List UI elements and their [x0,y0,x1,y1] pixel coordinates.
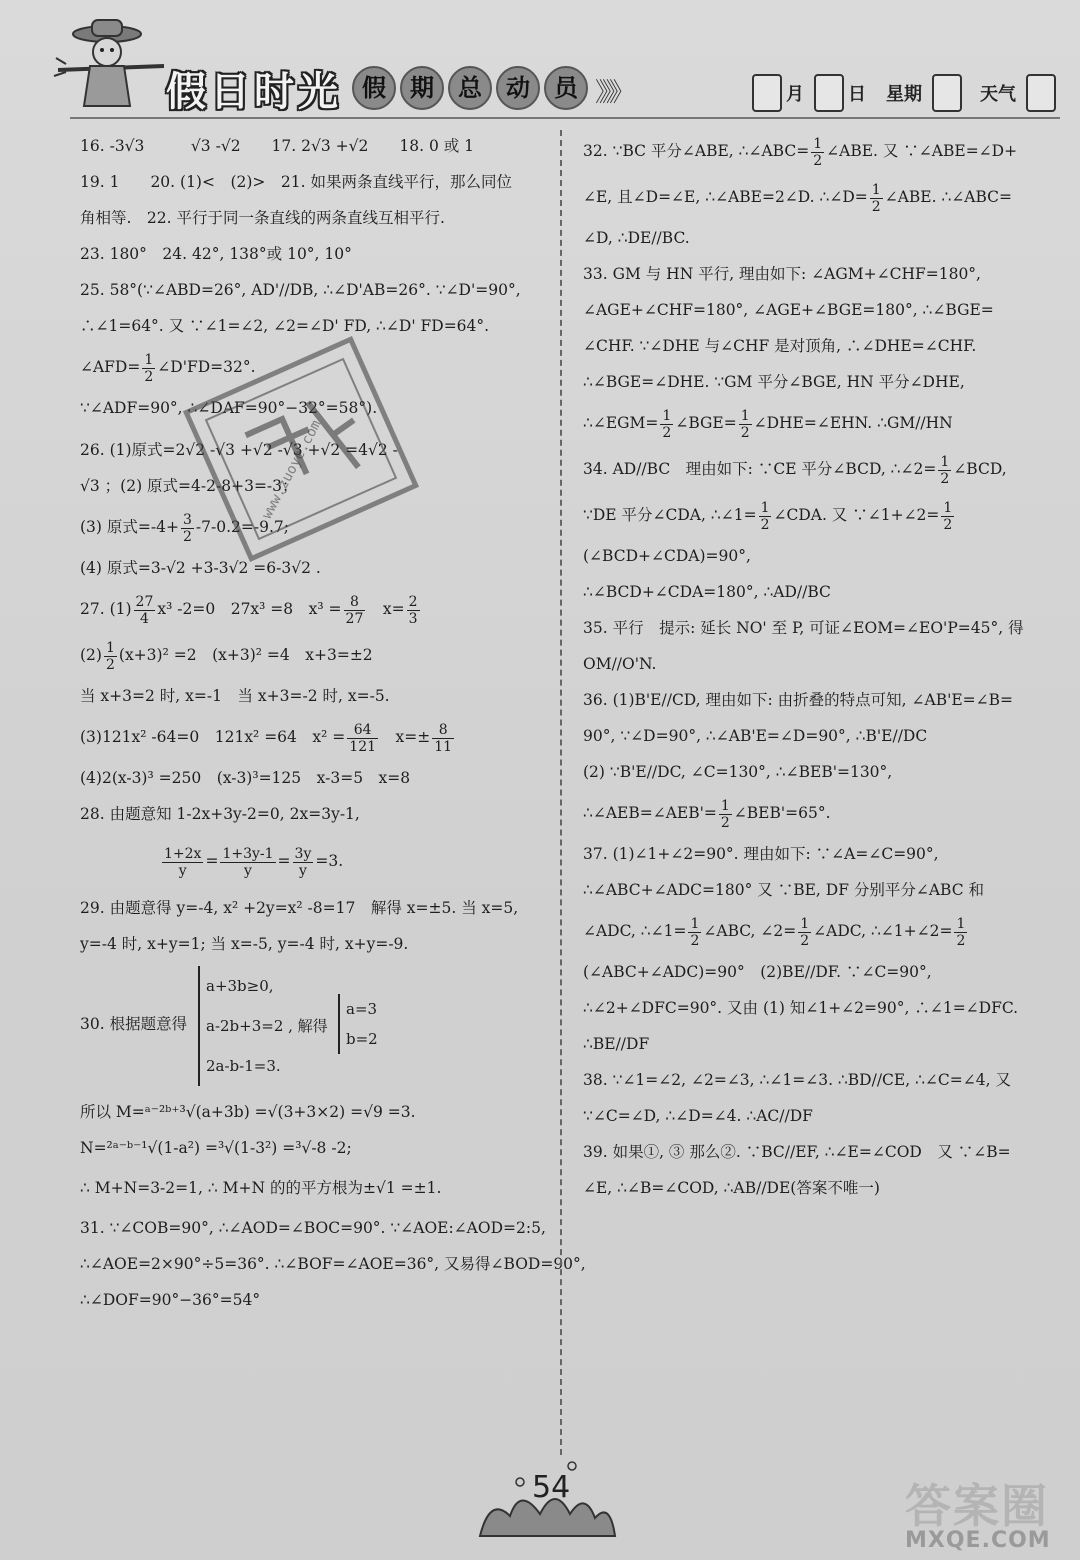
text-part: x=± [380,728,431,746]
text-part: x³ -2=0 27x³ =8 x³ = [157,600,342,618]
answer-line: (∠ABC+∠ADC)=90° (2)BE//DF. ∵∠C=90°, [583,963,932,981]
page-header [0,0,1080,130]
answer-line: 33. GM 与 HN 平行, 理由如下: ∠AGM+∠CHF=180°, [583,265,981,283]
fraction [739,408,752,441]
denominator: 2 [956,932,966,949]
answer-line [583,908,1043,954]
equation-system [198,966,328,1086]
answer-line: ∠AGE+∠CHF=180°, ∠AGE+∠BGE=180°, ∴∠BGE= [583,301,994,319]
header-rule [70,117,1060,119]
numerator: 1 [943,499,953,516]
answer-line: ∴∠2+∠DFC=90°. 又由 (1) 知∠1+∠2=90°, ∴∠1=∠DFC. [583,999,1019,1017]
answer-line: OM//O'N. [583,655,657,673]
text-part: ∠DHE=∠EHN. ∴GM//HN [753,414,953,432]
column-divider [560,130,562,1455]
denominator: 2 [720,814,730,831]
week-box [932,74,962,112]
text-part: 32. ∵BC 平分∠ABE, ∴∠ABC= [583,142,810,160]
fraction [688,916,701,949]
answer-line: ∴BE//DF [583,1035,650,1053]
denominator: y [244,862,252,879]
fraction [870,182,883,215]
watermark-logo: 答案圈 [905,1479,1049,1533]
subtitle-char: 总 [448,66,492,110]
month-box [752,74,782,112]
denominator: 2 [690,932,700,949]
weather-box [1026,74,1056,112]
fraction [719,798,732,831]
fraction [344,594,366,627]
numerator: 1 [800,915,810,932]
denominator: 3 [408,610,418,627]
text-part: ∠BCD, [953,460,1007,478]
page-number: 54 [532,1470,571,1505]
denominator: 2 [940,470,950,487]
subtitle-char: 动 [496,66,540,110]
answer-line: 23. 180° 24. 42°, 138°或 10°, 10° [80,245,352,263]
numerator: 1 [720,797,730,814]
text-part: =3. [315,852,344,870]
numerator: 1 [813,135,823,152]
equation: 2a-b-1=3. [206,1057,281,1075]
fraction [134,594,156,627]
text-part: -7-0.2=-9.7; [195,518,289,536]
text-part: ∠ABE. 又 ∵∠ABE=∠D+ [826,142,1018,160]
answer-line: (∠BCD+∠CDA)=90°, [583,547,751,565]
numerator: 1+3y-1 [222,845,274,862]
answer-line: 31. ∵∠COB=90°, ∴∠AOD=∠BOC=90°. ∵∠AOE:∠AOD=2:5, [80,1219,546,1237]
answer-line: 37. (1)∠1+∠2=90°. 理由如下: ∵∠A=∠C=90°, [583,845,939,863]
text-part: (2) [80,646,102,664]
text-part: ∠CDA. 又 ∵∠1+∠2= [773,506,940,524]
text-part: ∠ADC, ∴∠1+∠2= [813,922,953,940]
denominator: 2 [144,368,154,385]
numerator: 27 [135,593,154,610]
denominator: 11 [434,738,453,755]
answer-line: ∵∠ADF=90°, ∴∠DAF=90°−32°=58°). [80,399,378,417]
answer-line [80,632,550,678]
text-part: ∠ADC, ∴∠1= [583,922,687,940]
answer-line: ∴∠DOF=90°−36°=54° [80,1291,261,1309]
denominator: y [178,862,187,879]
denominator: 121 [349,738,377,755]
answer-line: ∠CHF. ∵∠DHE 与∠CHF 是对顶角, ∴∠DHE=∠CHF. [583,337,977,355]
answer-line [583,128,1043,174]
numerator: 1 [105,639,115,656]
numerator: 64 [347,722,378,739]
equation: a-2b+3=2 , 解得 [206,1017,328,1035]
watermark-url: MXQE.COM [905,1528,1051,1553]
month-label: 月 [786,84,804,105]
denominator: 2 [760,516,770,533]
numerator: 1 [740,407,750,424]
equation: a=3 [346,1000,378,1018]
answer-line: ∵∠C=∠D, ∴∠D=∠4. ∴AC//DF [583,1107,813,1125]
solution-system [338,994,378,1054]
text-part: ∴∠EGM= [583,414,659,432]
fraction [811,136,824,169]
denominator: y [299,862,307,879]
answer-line [583,790,1043,836]
day-box [814,74,844,112]
text-part: ∠BGE= [675,414,737,432]
text-part: ∠AFD= [80,358,141,376]
text-part: x= [367,600,405,618]
numerator: 2 [408,593,418,610]
denominator: 2 [105,656,115,673]
brand-title: 假日时光 [166,69,342,115]
answer-line: 26. (1)原式=2√2 -√3 +√2 -√3 +√2 =4√2 - [80,441,398,459]
text-part: ∠ABE. ∴∠ABC= [884,188,1013,206]
text-part: ∠E, 且∠D=∠E, ∴∠ABE=2∠D. ∴∠D= [583,188,868,206]
answer-line: (4) 原式=3-√2 +3-3√2 =6-3√2 . [80,559,321,577]
answer-line: ∴∠ABC+∠ADC=180° 又 ∵BE, DF 分别平分∠ABC 和 [583,881,985,899]
text-part: ∠BEB'=65°. [733,804,831,822]
fraction [432,722,454,755]
answer-line: 16. -3√3 √3 -√2 17. 2√3 +√2 18. 0 或 1 [80,137,475,155]
right-column [583,128,1043,1206]
answer-line [583,400,1043,446]
fraction [938,454,951,487]
answer-line: ∴∠AOE=2×90°÷5=36°. ∴∠BOF=∠AOE=36°, 又易得∠BOD=90°, [80,1255,586,1273]
answer-line: ∠D, ∴DE//BC. [583,229,690,247]
stamp-watermark-icon [176,324,426,574]
answer-line: $\frac{1+2x}{y}$ = $\frac{1+3y-1}{y}$ = $\frac{3y}{y}$ =3. [164,845,344,879]
answer-line: 90°, ∵∠D=90°, ∴∠AB'E=∠D=90°, ∴B'E//DC [583,727,928,745]
denominator: 27 [345,610,364,627]
date-line [748,74,1060,112]
fraction [347,722,378,755]
denominator: 2 [871,198,881,215]
numerator: 1+2x [164,845,202,862]
fraction [293,846,314,879]
answer-line: (4)2(x-3)³ =250 (x-3)³=125 x-3=5 x=8 [80,769,411,787]
numerator: 1 [690,915,700,932]
numerator: 3y [294,845,312,862]
denominator: 2 [943,516,953,533]
answer-line [583,446,1043,492]
text-part: ∠ABC, ∠2= [703,922,797,940]
numerator: 3 [182,511,192,528]
numerator: 8 [344,594,366,611]
subtitle-char: 期 [400,66,444,110]
text-part: 30. 根据题意得 [80,1015,188,1033]
subtitle-char: 假 [352,66,396,110]
answer-line: 25. 58°(∵∠ABD=26°, AD'//DB, ∴∠D'AB=26°. ∵∠D'=90°, [80,281,521,299]
equation: a+3b≥0, [206,977,274,995]
subtitle-badges [352,66,592,110]
answer-line: 36. (1)B'E//CD, 理由如下: 由折叠的特点可知, ∠AB'E=∠B= [583,691,1014,709]
text-part: (x+3)² =2 (x+3)² =4 x+3=±2 [118,646,373,664]
fraction [759,500,772,533]
answer-line: ∴∠BGE=∠DHE. ∵GM 平分∠BGE, HN 平分∠DHE, [583,373,965,391]
denominator: 4 [140,610,149,627]
answer-line: 28. 由题意知 1-2x+3y-2=0, 2x=3y-1, [80,805,360,823]
text-part: 27. (1) [80,600,132,618]
numerator: 8 [432,722,454,739]
fraction [220,846,275,879]
left-column [80,128,586,1318]
numerator: 1 [662,407,672,424]
numerator: 1 [760,499,770,516]
denominator: 2 [800,932,810,949]
day-label: 日 [848,84,866,105]
fraction [162,846,203,879]
fraction [954,916,967,949]
numerator: 1 [871,181,881,198]
fraction [142,352,155,385]
text-part: ∠D'FD=32°. [157,358,256,376]
equation: b=2 [346,1030,378,1048]
numerator: 1 [940,453,950,470]
text-part: ∴∠AEB=∠AEB'= [583,804,717,822]
answer-line: ∠E, ∴∠B=∠COD, ∴AB//DE(答案不唯一) [583,1179,880,1197]
answer-line [80,714,550,760]
answer-line [80,586,550,632]
week-label: 星期 [886,84,922,105]
answer-line [583,174,1043,220]
answer-line: 29. 由题意得 y=-4, x² +2y=x² -8=17 解得 x=±5. 当 x=5, [80,899,519,917]
subtitle-char: 员 [544,66,588,110]
answer-line: 19. 1 20. (1)< (2)> 21. 如果两条直线平行，那么同位 [80,173,512,191]
denominator: 2 [740,424,750,441]
answer-line: 38. ∵∠1=∠2, ∠2=∠3, ∴∠1=∠3. ∴BD//CE, ∴∠C=∠4, 又 [583,1071,1011,1089]
answer-line: 当 x+3=2 时, x=-1 当 x+3=-2 时, x=-5. [80,687,390,705]
fraction [407,594,420,627]
fraction [104,640,117,673]
denominator: 2 [182,528,192,545]
weather-label: 天气 [980,84,1016,105]
denominator: 2 [662,424,672,441]
fraction [660,408,673,441]
answer-line-system [80,962,550,1094]
answer-line: y=-4 时, x+y=1; 当 x=-5, y=-4 时, x+y=-9. [80,935,409,953]
numerator: 1 [956,915,966,932]
denominator: 2 [813,152,823,169]
answer-line: 所以 M=ᵃ⁻²ᵇ⁺³√(a+3b) =√(3+3×2) =√9 =3. [80,1103,416,1121]
answer-line: ∴∠BCD+∠CDA=180°, ∴AD//BC [583,583,831,601]
answer-line: 角相等. 22. 平行于同一条直线的两条直线互相平行. [80,209,445,227]
arrows-decoration: 》》》 [595,78,630,108]
answer-line: N=²ᵃ⁻ᵇ⁻¹√(1-a²) =³√(1-3²) =³√-8 -2; [80,1139,352,1157]
scarecrow-mascot-icon [52,14,172,114]
numerator: 1 [144,351,154,368]
text-part: (3)121x² -64=0 121x² =64 x² = [80,728,346,746]
answer-line: 35. 平行 提示: 延长 NO' 至 P, 可证∠EOM=∠EO'P=45°, 得 [583,619,1024,637]
fraction [798,916,811,949]
answer-line: ∴ M+N=3-2=1, ∴ M+N 的的平方根为±√1 =±1. [80,1179,442,1197]
stamp-url: www.zuoye.com [258,417,325,522]
answer-line [583,492,1043,538]
text-part: ∵DE 平分∠CDA, ∴∠1= [583,506,757,524]
text-part: 34. AD//BC 理由如下: ∵CE 平分∠BCD, ∴∠2= [583,460,937,478]
answer-line: (2) ∵B'E//DC, ∠C=130°, ∴∠BEB'=130°, [583,763,893,781]
answer-line: √3 ；(2) 原式=4-2-8+3=-3； [80,477,298,495]
answer-line: ∴∠1=64°. 又 ∵∠1=∠2, ∠2=∠D' FD, ∴∠D' FD=64°. [80,317,490,335]
text-part: (3) 原式=-4+ [80,518,179,536]
answer-line: 39. 如果①, ③ 那么②. ∵BC//EF, ∴∠E=∠COD 又 ∵∠B= [583,1143,1011,1161]
fraction [941,500,954,533]
